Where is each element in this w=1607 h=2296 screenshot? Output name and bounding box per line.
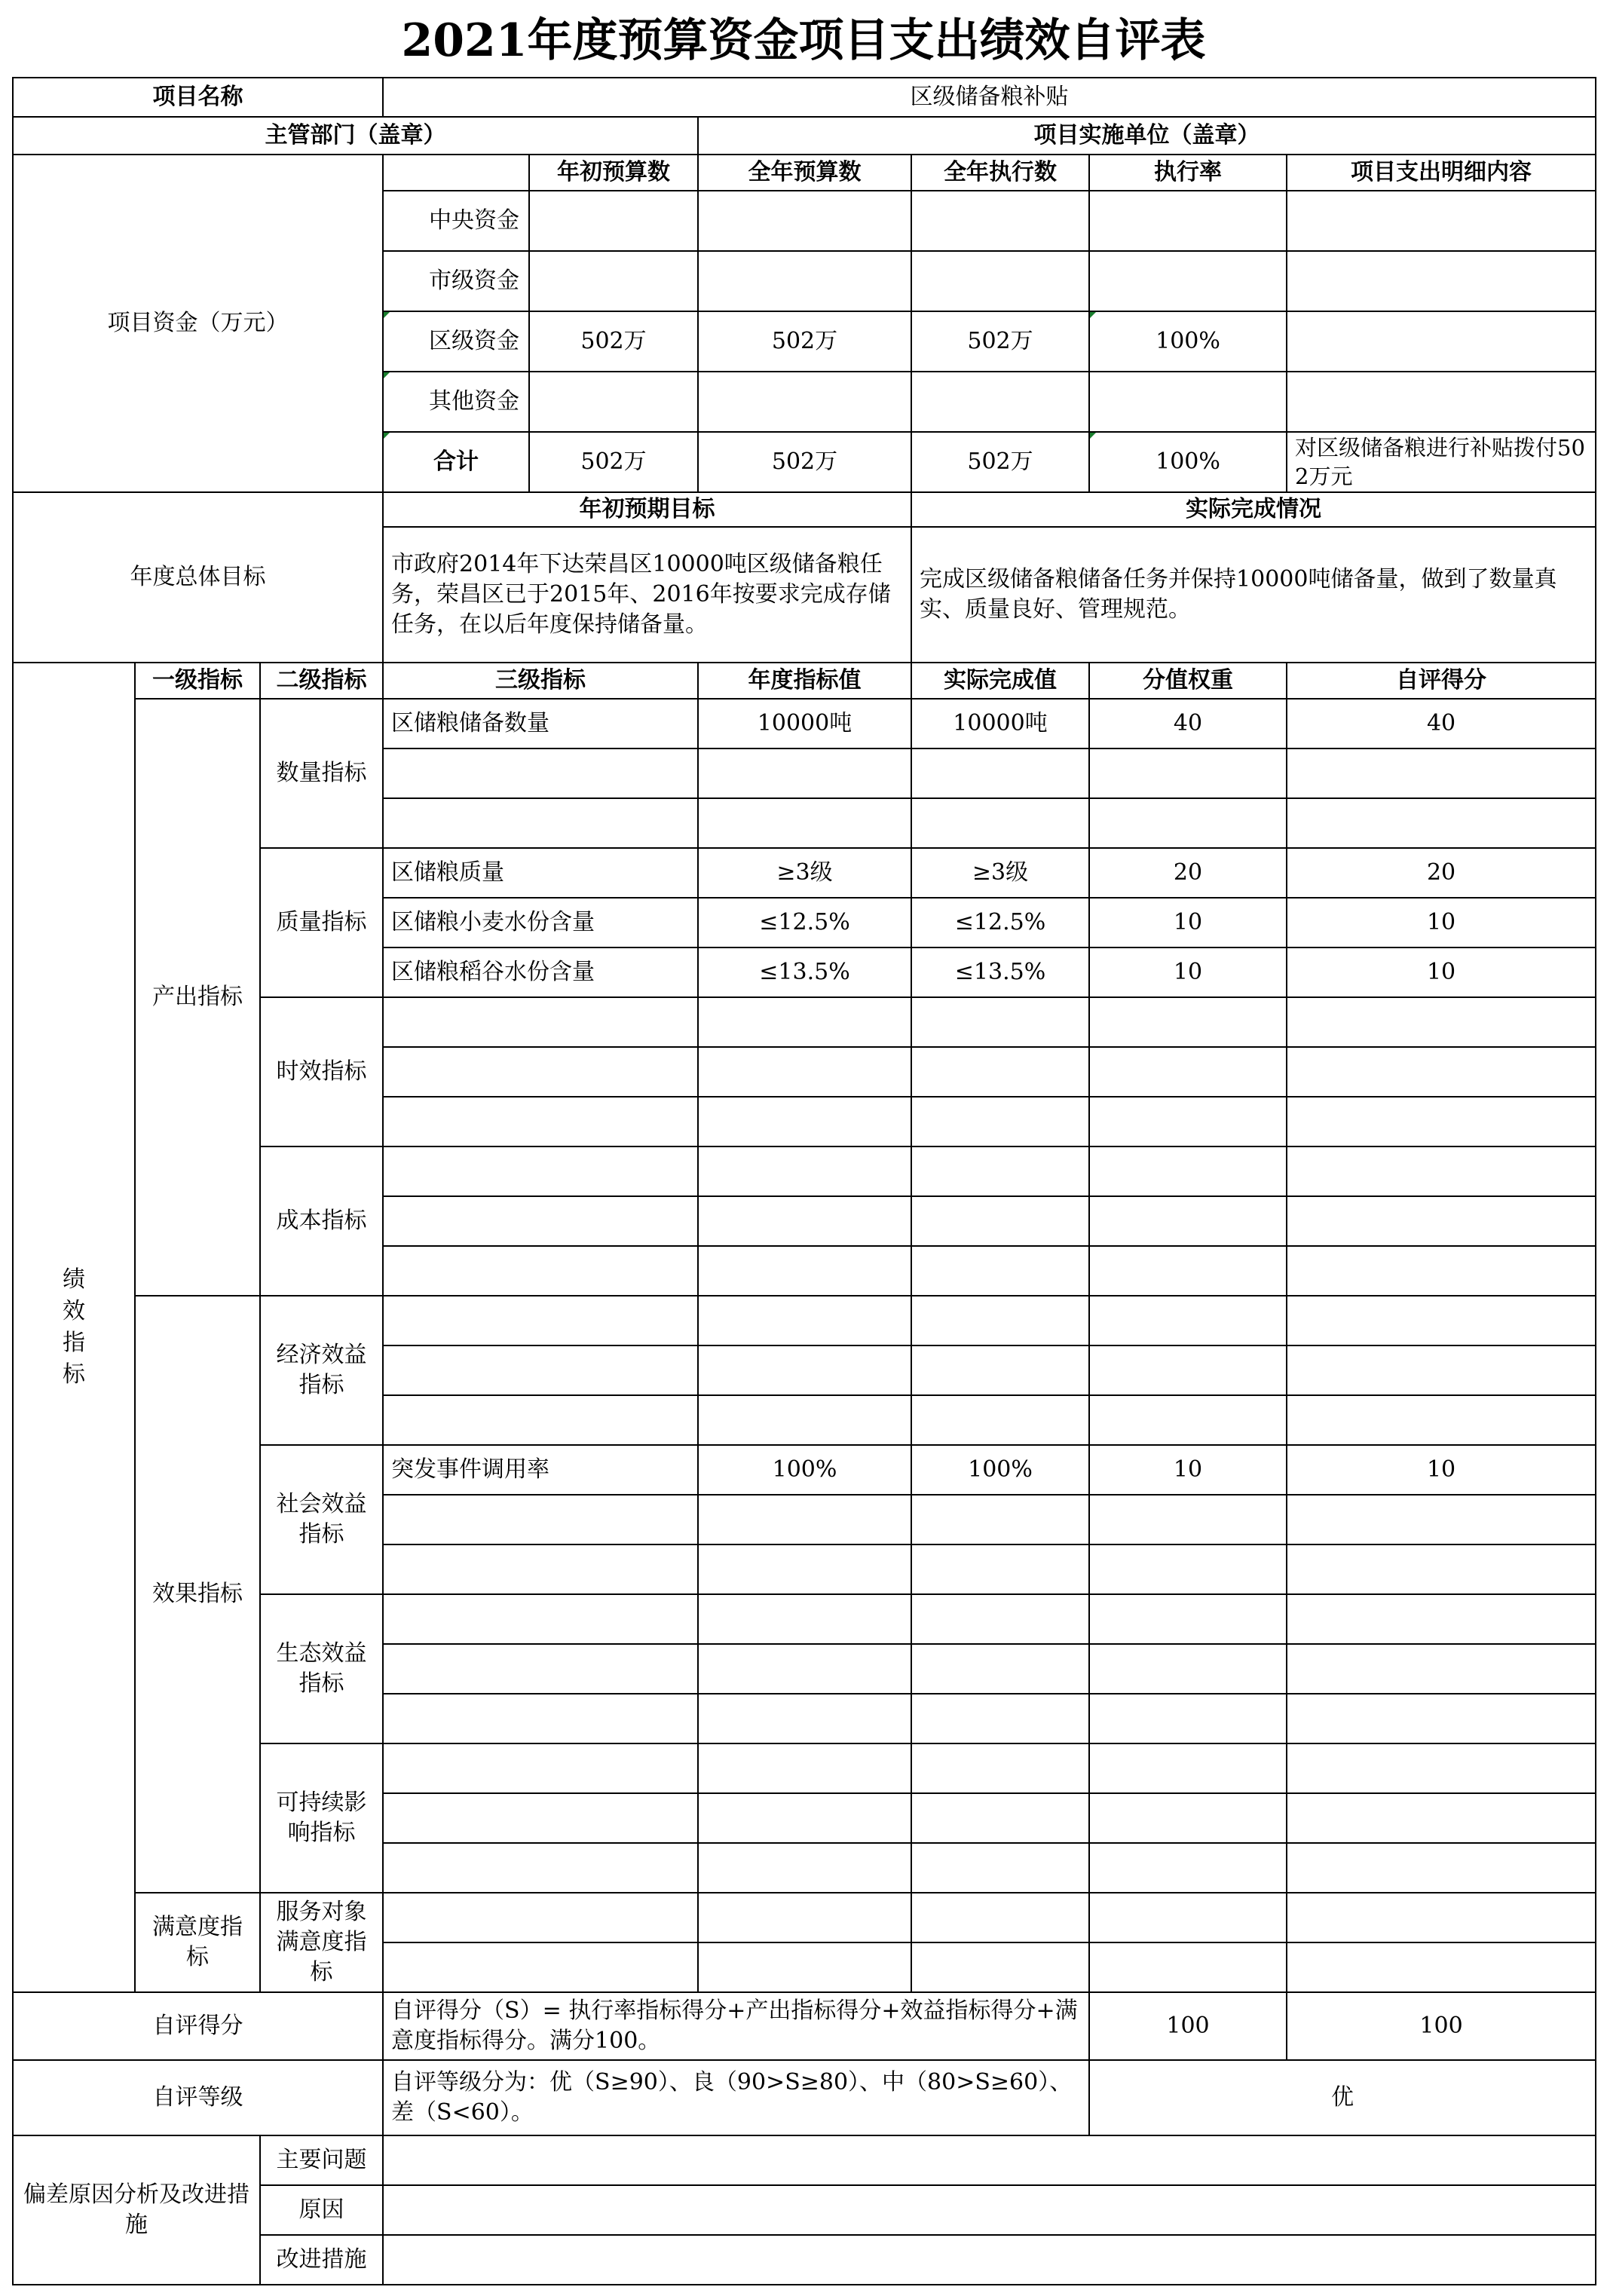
empty-cell xyxy=(1089,798,1287,848)
evaluation-table xyxy=(12,77,1596,2285)
indicator-name: 区储粮小麦水份含量 xyxy=(383,898,698,947)
empty-cell xyxy=(1287,1793,1596,1843)
empty-cell xyxy=(1089,1594,1287,1644)
indicator-target: 10000吨 xyxy=(698,699,911,748)
empty-cell xyxy=(1287,1942,1596,1992)
empty-cell xyxy=(1287,1196,1596,1246)
funds-header-executed: 全年执行数 xyxy=(911,155,1089,191)
empty-cell xyxy=(911,1146,1089,1196)
indicator-score: 10 xyxy=(1287,947,1596,997)
indicator-actual: 100% xyxy=(911,1445,1089,1495)
empty-cell xyxy=(1287,1246,1596,1296)
empty-cell xyxy=(698,1942,911,1992)
empty-cell xyxy=(1287,1146,1596,1196)
funds-row-name: 中央资金 xyxy=(383,191,529,251)
empty-cell xyxy=(1287,997,1596,1047)
empty-cell xyxy=(1287,1345,1596,1395)
empty-cell xyxy=(911,748,1089,798)
funds-cell-initial xyxy=(529,251,698,311)
level2-timeliness: 时效指标 xyxy=(260,997,383,1146)
empty-cell xyxy=(1089,1246,1287,1296)
ind-header-level2: 二级指标 xyxy=(260,663,383,699)
empty-cell xyxy=(383,1495,698,1544)
empty-cell xyxy=(911,1395,1089,1445)
empty-cell xyxy=(1287,798,1596,848)
empty-cell xyxy=(698,1196,911,1246)
funds-cell-annual: 502万 xyxy=(698,432,911,492)
empty-cell xyxy=(1089,1743,1287,1793)
funds-header-initial: 年初预算数 xyxy=(529,155,698,191)
goals-expected-header: 年初预期目标 xyxy=(383,492,911,527)
empty-cell xyxy=(911,1942,1089,1992)
indicator-actual: ≤13.5% xyxy=(911,947,1089,997)
empty-cell xyxy=(698,1047,911,1097)
empty-cell xyxy=(1287,1644,1596,1694)
funds-cell-rate xyxy=(1089,372,1287,432)
deviation-item-measures: 改进措施 xyxy=(260,2235,383,2285)
empty-cell xyxy=(1089,1644,1287,1694)
empty-cell xyxy=(383,1793,698,1843)
empty-cell xyxy=(698,1893,911,1942)
empty-cell xyxy=(911,1694,1089,1743)
funds-cell-annual xyxy=(698,191,911,251)
indicator-weight: 10 xyxy=(1089,1445,1287,1495)
funds-cell-detail xyxy=(1287,251,1596,311)
empty-cell xyxy=(1287,1296,1596,1345)
funds-row-name: 合计 xyxy=(383,432,529,492)
empty-cell xyxy=(698,1843,911,1893)
funds-cell-detail xyxy=(1287,191,1596,251)
empty-cell xyxy=(383,1594,698,1644)
level2-quality: 质量指标 xyxy=(260,848,383,997)
level1-effect: 效果指标 xyxy=(135,1296,260,1893)
empty-cell xyxy=(1089,1047,1287,1097)
funds-header-blank xyxy=(383,155,529,191)
empty-cell xyxy=(1089,1942,1287,1992)
deviation-item-reason: 原因 xyxy=(260,2185,383,2235)
empty-cell xyxy=(911,798,1089,848)
indicator-weight: 40 xyxy=(1089,699,1287,748)
ind-header-weight: 分值权重 xyxy=(1089,663,1287,699)
empty-cell xyxy=(911,1544,1089,1594)
empty-cell xyxy=(383,1694,698,1743)
funds-header-detail: 项目支出明细内容 xyxy=(1287,155,1596,191)
deviation-measures-value xyxy=(383,2235,1596,2285)
deviation-problem-value xyxy=(383,2135,1596,2185)
empty-cell xyxy=(1089,1694,1287,1743)
funds-cell-executed: 502万 xyxy=(911,311,1089,372)
empty-cell xyxy=(1089,1495,1287,1544)
funds-row-name: 其他资金 xyxy=(383,372,529,432)
indicator-actual: ≤12.5% xyxy=(911,898,1089,947)
funds-header-annual: 全年预算数 xyxy=(698,155,911,191)
goals-actual-header: 实际完成情况 xyxy=(911,492,1596,527)
funds-cell-detail: 对区级储备粮进行补贴拨付502万元 xyxy=(1287,432,1596,492)
funds-cell-annual xyxy=(698,372,911,432)
indicator-weight: 20 xyxy=(1089,848,1287,898)
empty-cell xyxy=(1089,1296,1287,1345)
empty-cell xyxy=(383,1644,698,1694)
ind-header-score: 自评得分 xyxy=(1287,663,1596,699)
indicator-weight: 10 xyxy=(1089,947,1287,997)
empty-cell xyxy=(1287,1594,1596,1644)
self-grade-rule: 自评等级分为：优（S≥90）、良（90>S≥80）、中（80>S≥60）、差（S<60）。 xyxy=(383,2060,1089,2135)
empty-cell xyxy=(383,1246,698,1296)
funds-cell-annual: 502万 xyxy=(698,311,911,372)
empty-cell xyxy=(1287,1544,1596,1594)
empty-cell xyxy=(1089,1395,1287,1445)
funds-cell-executed: 502万 xyxy=(911,432,1089,492)
indicator-score: 20 xyxy=(1287,848,1596,898)
empty-cell xyxy=(911,1644,1089,1694)
empty-cell xyxy=(698,1246,911,1296)
self-score-value: 100 xyxy=(1287,1992,1596,2060)
empty-cell xyxy=(1287,1843,1596,1893)
empty-cell xyxy=(698,1296,911,1345)
empty-cell xyxy=(383,1843,698,1893)
self-score-label: 自评得分 xyxy=(13,1992,383,2060)
empty-cell xyxy=(383,1097,698,1146)
funds-row-name: 区级资金 xyxy=(383,311,529,372)
empty-cell xyxy=(911,1196,1089,1246)
funds-label: 项目资金（万元） xyxy=(13,155,383,492)
empty-cell xyxy=(383,798,698,848)
empty-cell xyxy=(1089,1097,1287,1146)
ind-header-level3: 三级指标 xyxy=(383,663,698,699)
empty-cell xyxy=(383,1942,698,1992)
empty-cell xyxy=(1287,1097,1596,1146)
empty-cell xyxy=(1287,1694,1596,1743)
empty-cell xyxy=(698,1644,911,1694)
funds-cell-executed xyxy=(911,251,1089,311)
funds-cell-initial xyxy=(529,372,698,432)
empty-cell xyxy=(911,1843,1089,1893)
empty-cell xyxy=(698,1097,911,1146)
empty-cell xyxy=(911,1594,1089,1644)
empty-cell xyxy=(1089,1196,1287,1246)
funds-cell-annual xyxy=(698,251,911,311)
funds-header-rate: 执行率 xyxy=(1089,155,1287,191)
goals-label: 年度总体目标 xyxy=(13,492,383,663)
indicator-score: 10 xyxy=(1287,898,1596,947)
indicator-actual: ≥3级 xyxy=(911,848,1089,898)
empty-cell xyxy=(383,1395,698,1445)
indicator-score: 40 xyxy=(1287,699,1596,748)
level2-social: 社会效益指标 xyxy=(260,1445,383,1594)
empty-cell xyxy=(1089,1146,1287,1196)
indicator-name: 突发事件调用率 xyxy=(383,1445,698,1495)
empty-cell xyxy=(911,1047,1089,1097)
empty-cell xyxy=(698,1495,911,1544)
level1-satisfaction: 满意度指标 xyxy=(135,1893,260,1992)
ind-header-level1: 一级指标 xyxy=(135,663,260,699)
empty-cell xyxy=(383,1743,698,1793)
indicator-score: 10 xyxy=(1287,1445,1596,1495)
indicator-actual: 10000吨 xyxy=(911,699,1089,748)
indicator-target: ≤13.5% xyxy=(698,947,911,997)
empty-cell xyxy=(383,748,698,798)
level2-service: 服务对象满意度指标 xyxy=(260,1893,383,1992)
page-title: 2021年度预算资金项目支出绩效自评表 xyxy=(401,14,1206,67)
indicator-name: 区储粮质量 xyxy=(383,848,698,898)
self-score-weight: 100 xyxy=(1089,1992,1287,2060)
empty-cell xyxy=(383,1047,698,1097)
empty-cell xyxy=(698,1743,911,1793)
empty-cell xyxy=(698,1395,911,1445)
empty-cell xyxy=(1089,1544,1287,1594)
empty-cell xyxy=(911,1097,1089,1146)
indicators-label xyxy=(13,663,135,1992)
empty-cell xyxy=(698,1793,911,1843)
empty-cell xyxy=(1287,1495,1596,1544)
empty-cell xyxy=(1089,1843,1287,1893)
deviation-label: 偏差原因分析及改进措施 xyxy=(13,2135,260,2285)
empty-cell xyxy=(698,1544,911,1594)
indicator-name: 区储粮稻谷水份含量 xyxy=(383,947,698,997)
dept-label: 主管部门（盖章） xyxy=(13,117,698,155)
indicators-label-text: 绩效指标 xyxy=(63,1266,85,1388)
empty-cell xyxy=(1089,1793,1287,1843)
level2-ecological: 生态效益指标 xyxy=(260,1594,383,1743)
indicator-weight: 10 xyxy=(1089,898,1287,947)
empty-cell xyxy=(1287,748,1596,798)
empty-cell xyxy=(383,1345,698,1395)
indicator-name: 区储粮储备数量 xyxy=(383,699,698,748)
indicator-row-empty xyxy=(13,1893,1596,1942)
empty-cell xyxy=(911,1793,1089,1843)
empty-cell xyxy=(911,1495,1089,1544)
indicator-target: ≤12.5% xyxy=(698,898,911,947)
empty-cell xyxy=(1089,1345,1287,1395)
funds-cell-initial xyxy=(529,191,698,251)
funds-cell-initial: 502万 xyxy=(529,311,698,372)
funds-row-name: 市级资金 xyxy=(383,251,529,311)
empty-cell xyxy=(911,1246,1089,1296)
level2-economic: 经济效益指标 xyxy=(260,1296,383,1445)
empty-cell xyxy=(383,1893,698,1942)
empty-cell xyxy=(911,1893,1089,1942)
empty-cell xyxy=(383,1146,698,1196)
funds-cell-executed xyxy=(911,372,1089,432)
goals-expected-text: 市政府2014年下达荣昌区10000吨区级储备粮任务，荣昌区已于2015年、2016年按要求完成存储任务，在以后年度保持储备量。 xyxy=(383,527,911,663)
empty-cell xyxy=(698,997,911,1047)
indicator-target: 100% xyxy=(698,1445,911,1495)
indicator-target: ≥3级 xyxy=(698,848,911,898)
empty-cell xyxy=(1089,748,1287,798)
project-name-label: 项目名称 xyxy=(13,78,383,117)
unit-label: 项目实施单位（盖章） xyxy=(698,117,1596,155)
empty-cell xyxy=(911,1345,1089,1395)
ind-header-target: 年度指标值 xyxy=(698,663,911,699)
empty-cell xyxy=(1287,1893,1596,1942)
empty-cell xyxy=(698,1345,911,1395)
funds-cell-executed xyxy=(911,191,1089,251)
empty-cell xyxy=(698,748,911,798)
self-grade-label: 自评等级 xyxy=(13,2060,383,2135)
self-score-formula: 自评得分（S）= 执行率指标得分+产出指标得分+效益指标得分+满意度指标得分。满分100。 xyxy=(383,1992,1089,2060)
level2-sustainable: 可持续影响指标 xyxy=(260,1743,383,1893)
goals-actual-text: 完成区级储备粮储备任务并保持10000吨储备量，做到了数量真实、质量良好、管理规范。 xyxy=(911,527,1596,663)
empty-cell xyxy=(911,1296,1089,1345)
indicator-row xyxy=(13,699,1596,748)
indicator-row-empty xyxy=(13,1296,1596,1345)
funds-cell-detail xyxy=(1287,311,1596,372)
funds-cell-detail xyxy=(1287,372,1596,432)
funds-cell-initial: 502万 xyxy=(529,432,698,492)
empty-cell xyxy=(698,798,911,848)
empty-cell xyxy=(383,1296,698,1345)
empty-cell xyxy=(911,1743,1089,1793)
empty-cell xyxy=(698,1146,911,1196)
level2-cost: 成本指标 xyxy=(260,1146,383,1296)
funds-cell-rate: 100% xyxy=(1089,432,1287,492)
level1-output: 产出指标 xyxy=(135,699,260,1296)
empty-cell xyxy=(698,1594,911,1644)
project-name-value: 区级储备粮补贴 xyxy=(383,78,1596,117)
funds-cell-rate: 100% xyxy=(1089,311,1287,372)
empty-cell xyxy=(698,1694,911,1743)
empty-cell xyxy=(1089,997,1287,1047)
empty-cell xyxy=(1287,1047,1596,1097)
empty-cell xyxy=(1287,1395,1596,1445)
deviation-reason-value xyxy=(383,2185,1596,2235)
empty-cell xyxy=(383,997,698,1047)
self-grade-value: 优 xyxy=(1089,2060,1596,2135)
funds-cell-rate xyxy=(1089,191,1287,251)
level2-quantity: 数量指标 xyxy=(260,699,383,848)
ind-header-actual: 实际完成值 xyxy=(911,663,1089,699)
deviation-item-problem: 主要问题 xyxy=(260,2135,383,2185)
empty-cell xyxy=(383,1196,698,1246)
empty-cell xyxy=(383,1544,698,1594)
empty-cell xyxy=(1287,1743,1596,1793)
empty-cell xyxy=(911,997,1089,1047)
empty-cell xyxy=(1089,1893,1287,1942)
funds-cell-rate xyxy=(1089,251,1287,311)
